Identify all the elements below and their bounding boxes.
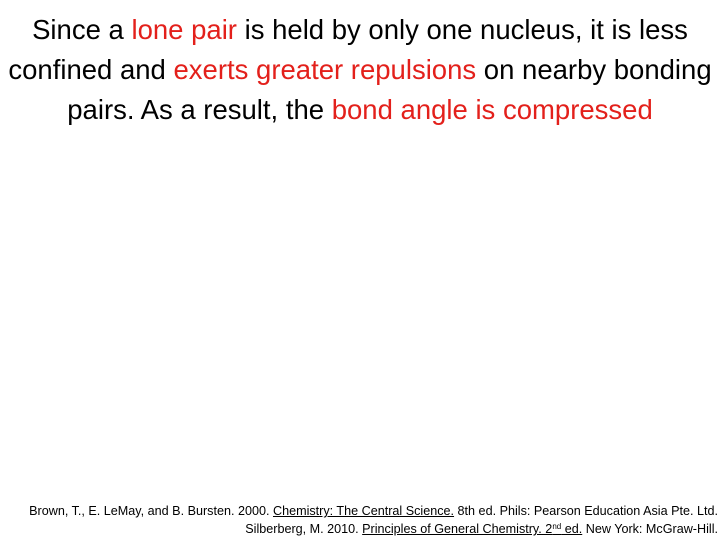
reference-publisher: New York: McGraw-Hill. bbox=[582, 522, 718, 536]
reference-authors: Brown, T., E. LeMay, and B. Bursten. 2000. bbox=[29, 504, 273, 518]
reference-authors: Silberberg, M. 2010. bbox=[245, 522, 363, 536]
reference-title: Principles of General Chemistry. 2nd ed. bbox=[362, 522, 583, 536]
highlight-lone-pair: lone pair bbox=[131, 14, 237, 45]
reference-silberberg bbox=[2, 520, 718, 538]
body-segment: is held by only one nucleus, it is less confined and bbox=[8, 14, 688, 85]
edition-superscript: nd bbox=[552, 522, 562, 531]
slide-body-text bbox=[6, 10, 714, 130]
highlight-exerts-greater-repulsions: exerts greater repulsions bbox=[173, 54, 477, 85]
references bbox=[2, 502, 718, 538]
reference-brown bbox=[2, 502, 718, 520]
body-segment: Since a bbox=[32, 14, 132, 45]
reference-publisher: ed. Phils: Pearson Education Asia Pte. Ltd. bbox=[475, 504, 718, 518]
reference-title: Chemistry: The Central Science. bbox=[272, 504, 455, 518]
highlight-bond-angle-compressed: bond angle is compressed bbox=[331, 94, 653, 125]
reference-edition: 8th bbox=[454, 504, 476, 518]
body-segment: on nearby bonding pairs. As a result, the bbox=[67, 54, 712, 125]
